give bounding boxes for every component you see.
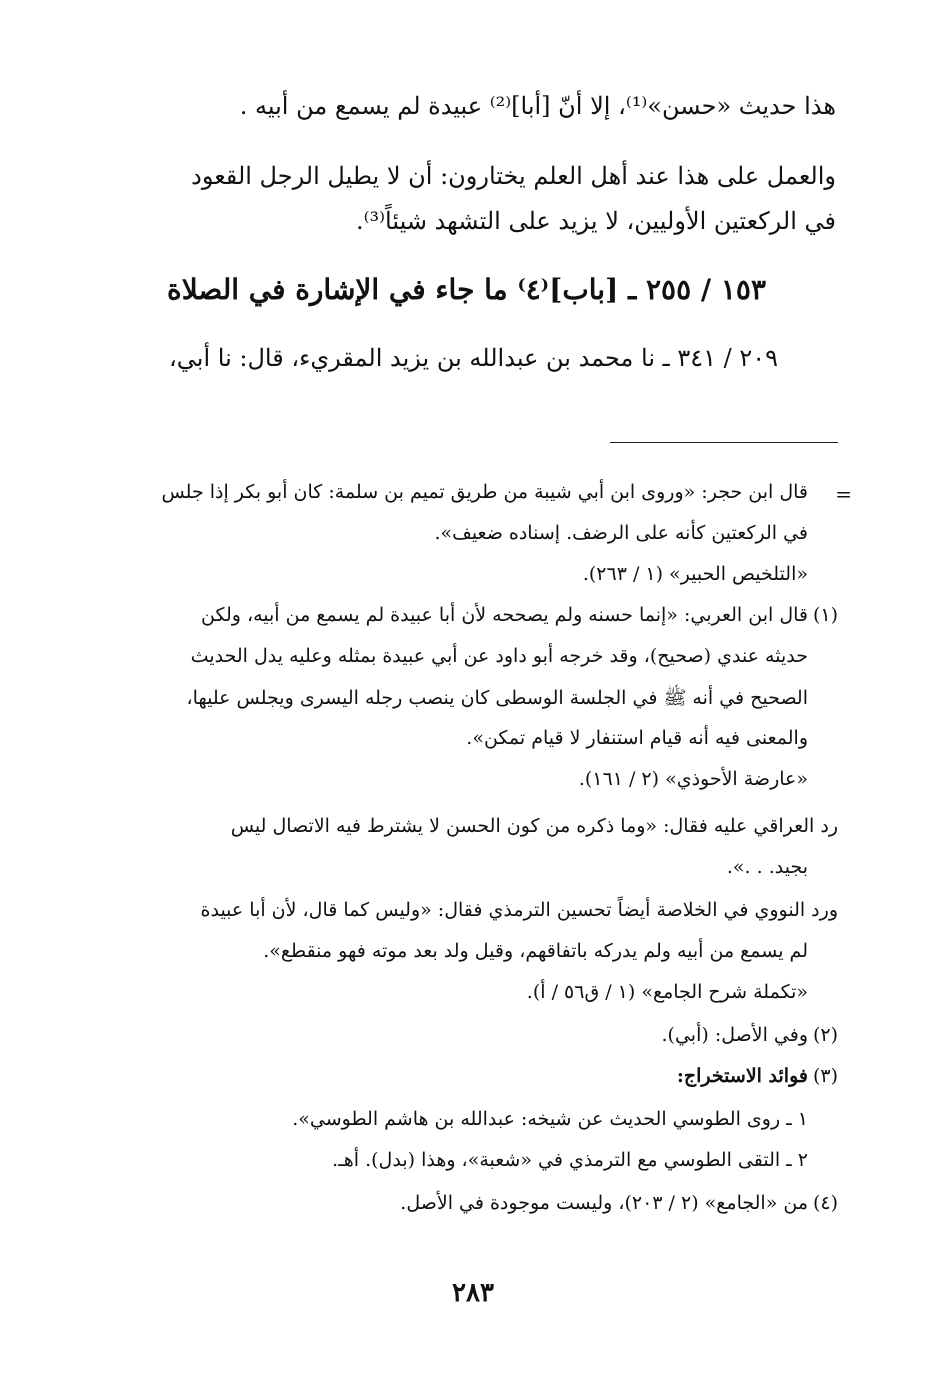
chapter-heading: ١٥٣ / ٢٥٥ ـ [باب]⁽٤⁾ ما جاء في الإشارة في الصلاة bbox=[167, 273, 766, 306]
main-text-line-3: في الركعتين الأوليين، لا يزيد على التشهد شيئاً⁽³⁾. bbox=[355, 207, 836, 235]
footnote-1-line-8: ورد النووي في الخلاصة أيضاً تحسين الترمذي فقال: «وليس كما قال، لأن أبا عبيدة bbox=[200, 899, 838, 921]
footnote-continuation-line-3: «التلخيص الحبير» (١ / ٢٦٣). bbox=[582, 563, 808, 585]
footnote-divider bbox=[610, 442, 838, 443]
footnote-1-line-10: «تكملة شرح الجامع» (١ / ق٥٦ / أ). bbox=[526, 981, 808, 1003]
footnote-3-marker: (٣) bbox=[812, 1065, 838, 1087]
footnote-1-line-4: والمعنى فيه أنه قيام استنفار لا قيام تمكن». bbox=[466, 727, 808, 749]
footnote-2-marker: (٢) bbox=[812, 1024, 838, 1046]
footnote-3-item-2: ٢ ـ التقى الطوسي مع الترمذي في «شعبة»، وهذا (بدل). أهـ. bbox=[332, 1149, 808, 1171]
footnote-1-line-7: بجيد. . .». bbox=[726, 856, 808, 878]
footnote-continuation-line-1: قال ابن حجر: «وروى ابن أبي شيبة من طريق تميم بن سلمة: كان أبو بكر إذا جلس bbox=[161, 481, 808, 503]
footnote-1-line-5: «عارضة الأحوذي» (٢ / ١٦١). bbox=[578, 768, 808, 790]
footnote-4-marker: (٤) bbox=[812, 1192, 838, 1214]
footnote-1-line-6: رد العراقي عليه فقال: «وما ذكره من كون الحسن لا يشترط فيه الاتصال ليس bbox=[230, 815, 838, 837]
footnote-1-line-1: قال ابن العربي: «إنما حسنه ولم يصححه لأن أبا عبيدة لم يسمع من أبيه، ولكن bbox=[201, 604, 808, 626]
footnote-1-line-9: لم يسمع من أبيه ولم يدركه باتفاقهم، وقيل ولد بعد موته فهو منقطع». bbox=[263, 940, 808, 962]
footnote-3-item-1: ١ ـ روى الطوسي الحديث عن شيخه: عبدالله بن هاشم الطوسي». bbox=[292, 1108, 808, 1130]
footnote-1-line-2: حديثه عندي (صحيح)، وقد خرجه أبو داود عن أبي عبيدة بمثله وعليه يدل الحديث bbox=[190, 645, 808, 667]
continuation-marker: = bbox=[835, 482, 852, 506]
page-number: ٢٨٣ bbox=[452, 1278, 494, 1308]
hadith-isnad-line: ٢٠٩ / ٣٤١ ـ نا محمد بن عبدالله بن يزيد المقريء، قال: نا أبي، bbox=[169, 344, 778, 372]
footnote-4-text: من «الجامع» (٢ / ٢٠٣)، وليست موجودة في الأصل. bbox=[400, 1192, 808, 1214]
footnote-2-text: وفي الأصل: (أبي). bbox=[661, 1024, 808, 1046]
footnote-1-line-3: الصحيح في أنه ﷺ في الجلسة الوسطى كان ينصب رجله اليسرى ويجلس عليها، bbox=[186, 687, 808, 709]
footnote-3-title: فوائد الاستخراج: bbox=[676, 1065, 808, 1087]
footnote-continuation-line-2: في الركعتين كأنه على الرضف. إسناده ضعيف». bbox=[434, 522, 808, 544]
footnote-1-marker: (١) bbox=[812, 604, 838, 626]
main-text-line-2: والعمل على هذا عند أهل العلم يختارون: أن لا يطيل الرجل القعود bbox=[191, 162, 836, 190]
main-text-line-1: هذا حديث «حسن»⁽¹⁾، إلا أنّ [أبا]⁽²⁾ عبيدة لم يسمع من أبيه . bbox=[239, 92, 836, 120]
